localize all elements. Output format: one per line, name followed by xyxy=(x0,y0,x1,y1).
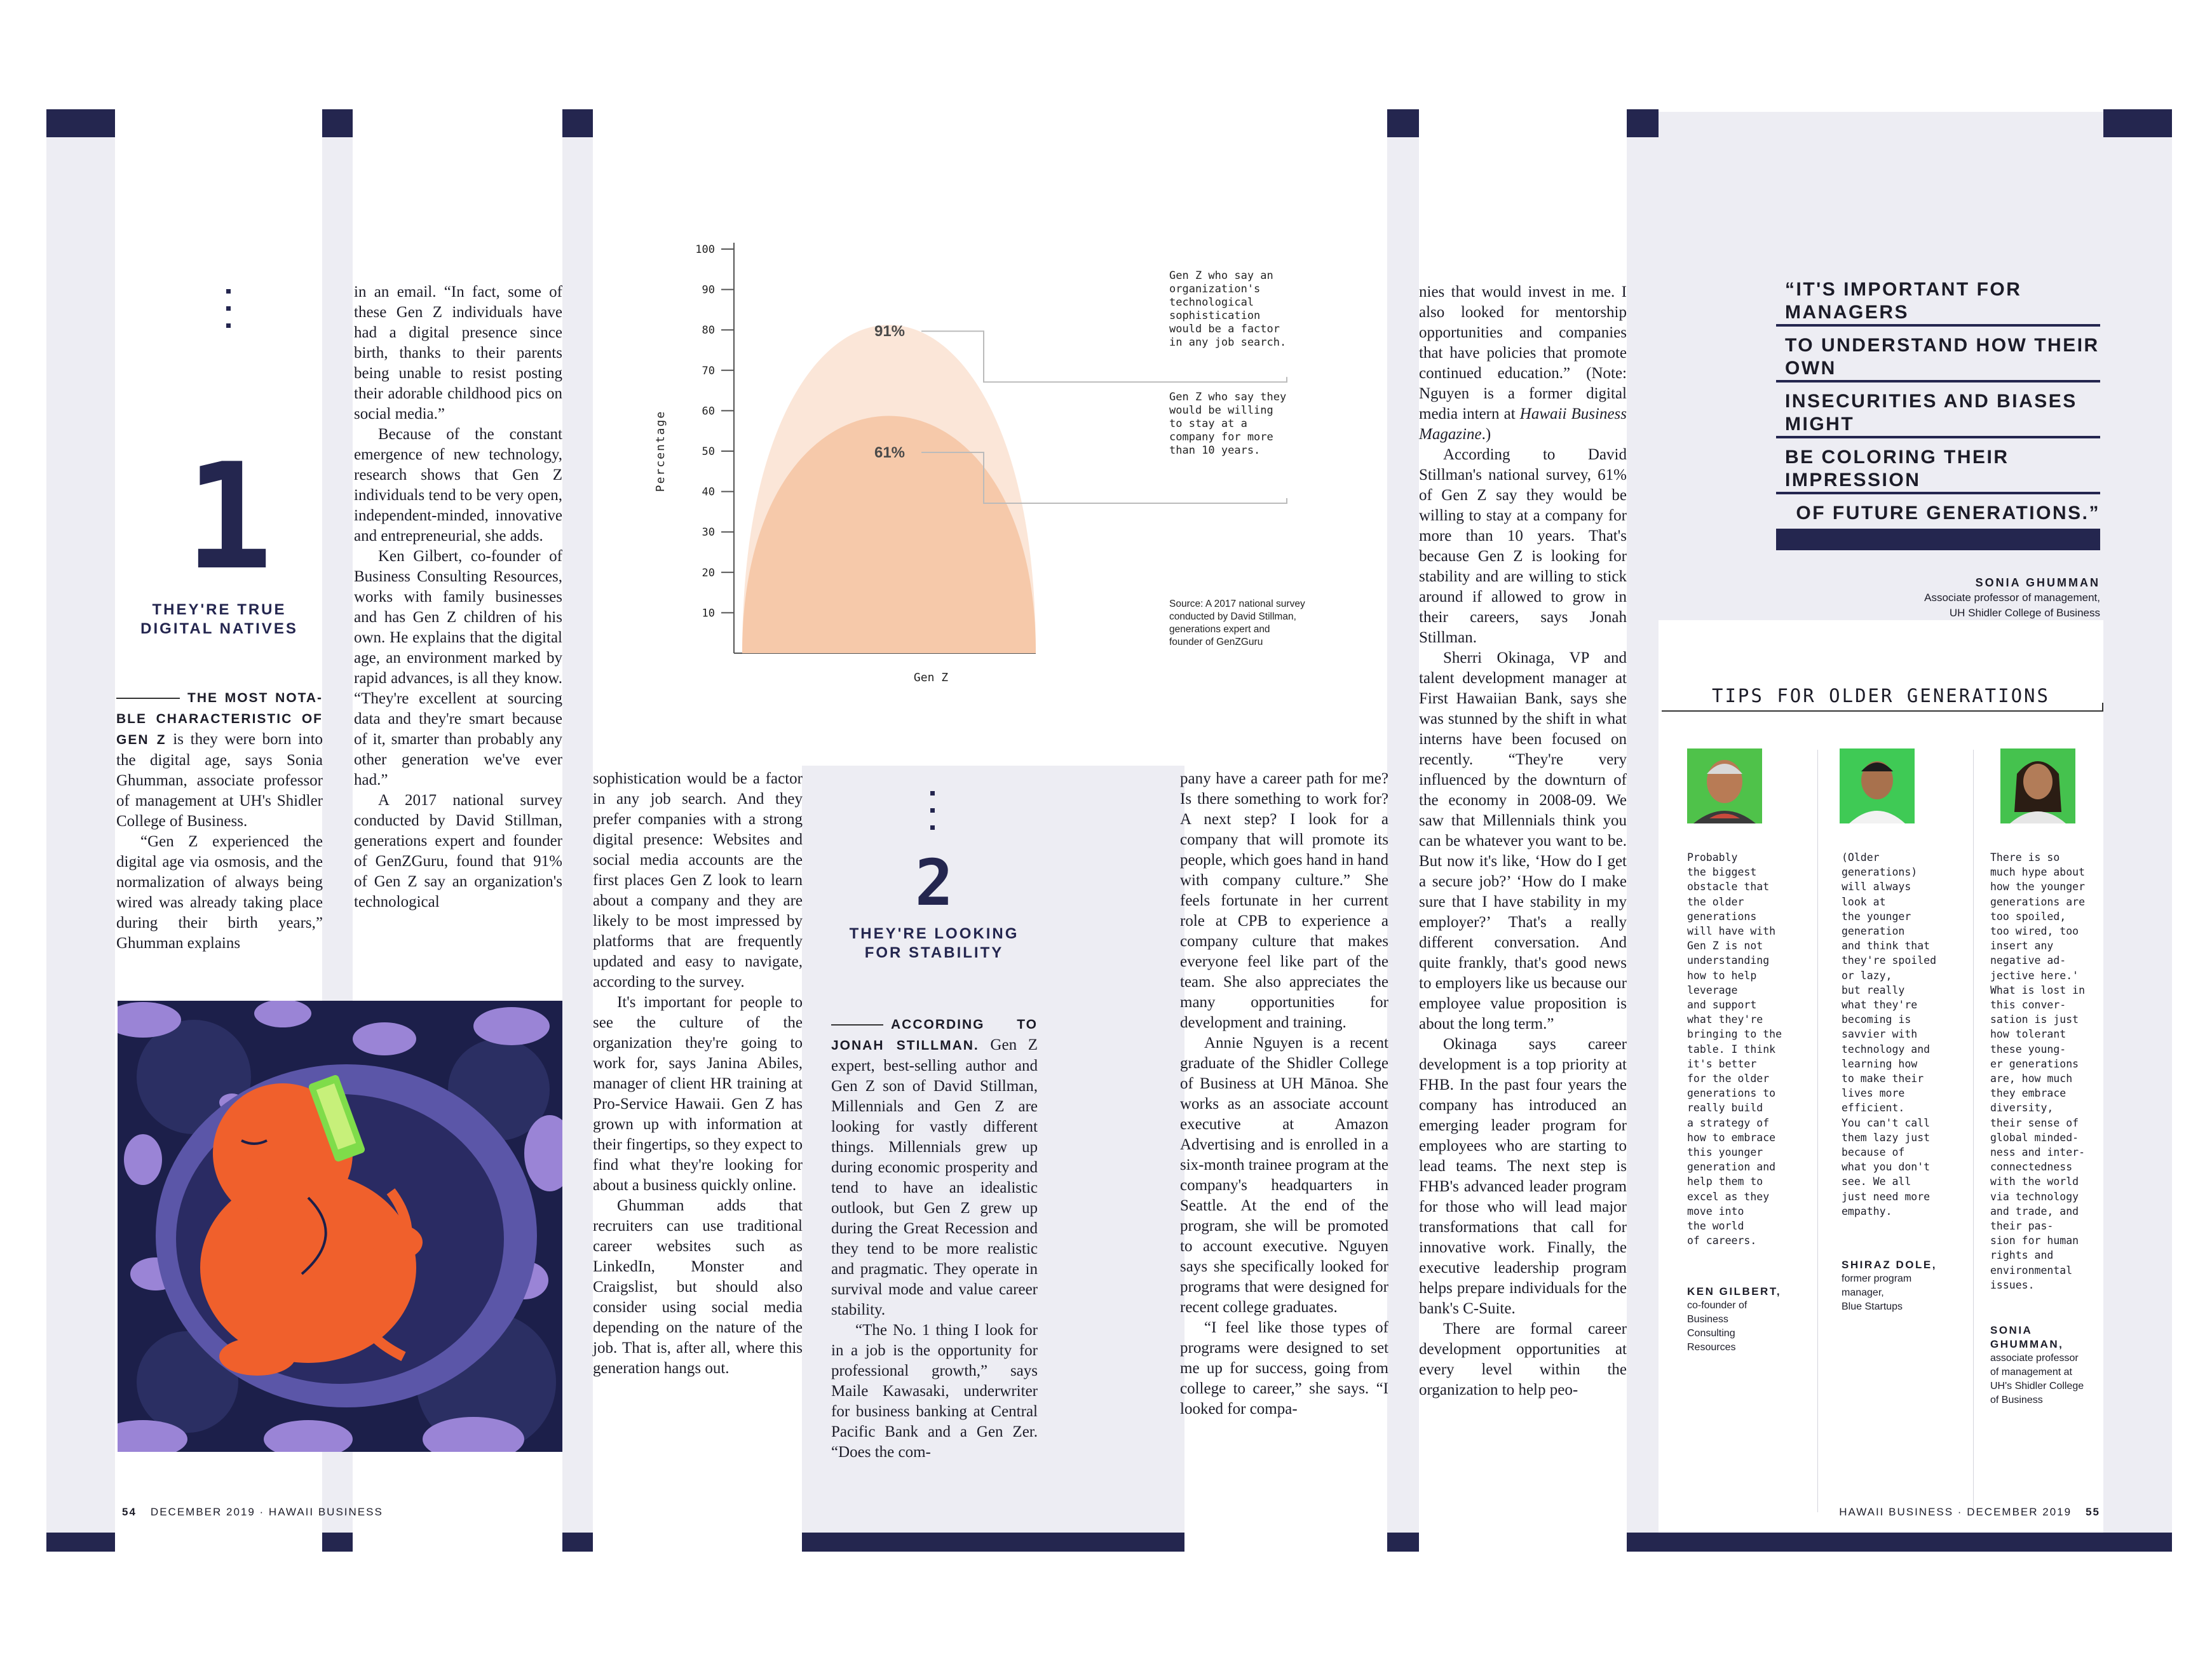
cap-bottom xyxy=(1387,1533,1419,1552)
section-number-2: 2 xyxy=(914,846,954,920)
paragraph: A 2017 national survey conducted by David Stillman, generations expert and founder of GenZGuru, found that 91% of Gen Z say an organization's technological xyxy=(354,792,562,911)
paragraph: pany have a career path for me? Is there something to work for? A next step? I look for a company that will promote its people, which goes hand in hand with company culture.” She feels fortunate in her current role at CPB to experience a company culture that makes everyone feel like part of the team. She also appreciates the many opportunities for development and training. xyxy=(1180,770,1388,1031)
run-in-head: ACCORDING TO JONAH STILLMAN. xyxy=(831,1017,1038,1053)
cap-bottom xyxy=(802,1533,1037,1552)
y-tick-label: 30 xyxy=(702,526,715,539)
folio-text: DECEMBER 2019 · HAWAII BUSINESS xyxy=(150,1506,383,1518)
run-in-head: THE MOST NOTA-BLE CHARACTERISTIC OF GEN Z xyxy=(116,691,323,747)
paragraph: It's important for people to see the culture of the organization they're going to work for, says Janina Abiles, manager of client HR training at Pro-Service Hawaii. Gen Z has grown up with information at their fingertips, so they expect to find what they're looking for about a business quickly online. xyxy=(593,994,803,1194)
y-tick-label: 60 xyxy=(702,405,715,418)
tips-divider xyxy=(1817,750,1818,1512)
column-strip-5 xyxy=(1037,766,1184,1552)
cap-bottom xyxy=(1037,1533,1184,1552)
y-tick-label: 20 xyxy=(702,566,715,579)
cap-top xyxy=(322,109,353,137)
paragraph: Because of the constant emergence of new technology, research shows that Gen Z individuals tend to be very open, independent-minded, innovative and entrepreneurial, she adds. xyxy=(354,426,562,545)
section-heading-2 xyxy=(826,924,1042,963)
data-label: 91% xyxy=(874,323,906,341)
paragraph xyxy=(116,687,323,832)
section-heading-line: THEY'RE TRUE xyxy=(152,601,287,618)
tips-title: TIPS FOR OLDER GENERATIONS xyxy=(1712,685,2050,707)
sonia-ghumman-photo xyxy=(2000,748,2075,823)
paragraph: “The No. 1 thing I look for in a job is the opportunity for professional growth,” says Maile Kawasaki, underwriter for business banking at Central Pacific Bank and a Gen Zer. “Does the com- xyxy=(831,1322,1038,1461)
tip-author-role: former program manager, Blue Startups xyxy=(1842,1273,1912,1312)
paragraph: According to David Stillman's national survey, 61% of Gen Z say they would be willing to stay at a company for more than 10 years. That's because Gen Z is looking for stability and are willing to stick around if allowed to grow in their careers, says Jonah Stillman. xyxy=(1419,446,1627,646)
body-column-4 xyxy=(831,1014,1038,1463)
tip-author-role: associate professor of management at UH's Shidler College of Business xyxy=(1990,1353,2084,1405)
paragraph xyxy=(1419,282,1627,445)
chart-source: Source: A 2017 national survey conducted by David Stillman, generations expert and founder of GenZGuru xyxy=(1169,599,1305,647)
section-heading-line: THEY'RE LOOKING xyxy=(849,925,1019,942)
cap-top xyxy=(1387,109,1419,137)
cap-top xyxy=(562,109,593,137)
paragraph: in an email. “In fact, some of these Gen Z individuals have had a digital presence since birth, thanks to their parents being unable to resist posting their adorable childhood pics on social media.” xyxy=(354,283,562,423)
tip-author-role: co-founder of Business Consulting Resources xyxy=(1687,1300,1747,1353)
tip-author-name: SONIA GHUMMAN, xyxy=(1990,1324,2064,1350)
column-strip-7 xyxy=(1627,112,1659,1552)
y-tick-label: 80 xyxy=(702,324,715,337)
paragraph: There are formal career development opportunities at every level within the organization to help peo- xyxy=(1419,1320,1627,1398)
tips-divider xyxy=(1973,750,1974,1512)
y-tick-label: 50 xyxy=(702,445,715,458)
folio-right xyxy=(1817,1506,2100,1519)
fetus-with-phone-illustration xyxy=(118,1001,562,1452)
attribution-title: Associate professor of management, xyxy=(1924,592,2100,604)
column-strip-3 xyxy=(562,112,593,1552)
ken-gilbert-photo xyxy=(1687,748,1762,823)
tip-quote-sonia-ghumman: There is so much hype about how the younger generations are too spoiled, too wired, too insert any negative ad- jective here.' What is lost in this conver- sation is just how tolerant these young- er generations are, how much they embrace diversity, their sense of global minded- ness and inter- connectedness with the world via technology and trade, and their pas- sion for human rights and environmental issues. xyxy=(1990,851,2086,1291)
cap-top xyxy=(1627,109,1659,137)
section-number-1: 1 xyxy=(184,433,273,602)
paragraph: Sherri Okinaga, VP and talent development manager at First Hawaiian Bank, says she was stunned by the shift in what interns have been focused on recently. “They're very influenced by the downturn of the economy in 2008-09. We saw that Millennials think you can be whatever you want to be. But now it's like, ‘How do I get a secure job?’ ‘How do I make sure that I have stability in my employer?’ That's a really different conversation. And quite frankly, that's good news to employers like us because our employee value proposition is about the long term.” xyxy=(1419,649,1627,1033)
paragraph: “Gen Z experienced the digital age via osmosis, and the normalization of always being wired was already taking place during their birth years,” Ghumman explains xyxy=(116,833,323,952)
section-heading-line: FOR STABILITY xyxy=(864,944,1004,961)
cap-bottom xyxy=(2103,1533,2172,1552)
cap-bottom xyxy=(46,1533,115,1552)
publication-title: Hawaii Business Magazine xyxy=(1419,405,1627,443)
paragraph-text: Gen Z expert, best-selling author and Gen Z son of David Stillman, Millennials and Gen Z are looking for vastly different things. Millennials grew up during economic prosperity and tend to have an idealistic outlook, but Gen Z grew up during the Great Recession and they tend to be more realistic and pragmatic. They operate in survival mode and value career stability. xyxy=(831,1036,1038,1318)
paragraph-text: .) xyxy=(1481,426,1491,443)
cap-bottom xyxy=(1627,1533,2103,1552)
tip-quote-ken-gilbert: Probably the biggest obstacle that the older generations will have with Gen Z is not understanding how to help leverage and support what they're bringing to the table. I think it's better for the older generations to really build a strategy of how to embrace this younger generation and help them to excel as they move into the world of careers. xyxy=(1687,851,1782,1247)
paragraph: sophistication would be a factor in any job search. And they prefer companies with a strong digital presence: Websites and social media accounts are the first places Gen Z look to learn about a company and they are likely to be most impressed by platforms that are frequently updated and easy to navigate, according to the survey. xyxy=(593,770,803,991)
paragraph: Ghumman adds that recruiters can use traditional career websites such as LinkedIn, Monster and Craigslist, but should also consider using social media depending on the nature of the job. That is, after all, where this generation hangs out. xyxy=(593,1197,803,1377)
tips-title-rule xyxy=(1662,710,2103,712)
x-axis-label: Gen Z xyxy=(913,671,949,684)
paragraph: Ken Gilbert, co-founder of Business Consulting Resources, works with family businesses and has Gen Z children of his own. He explains that the digital age, an environment marked by rapid advances, is all they know. “They're excellent at sourcing data and they're smart because of it, smarter than probably any other generation we've ever had.” xyxy=(354,548,562,789)
quote-bar xyxy=(1776,529,2100,550)
cap-bottom xyxy=(322,1533,353,1552)
y-tick-label: 70 xyxy=(702,364,715,377)
section-marker-dots xyxy=(930,791,937,843)
quote-line: BE COLORING THEIR IMPRESSION xyxy=(1776,446,2100,492)
quote-line: TO UNDERSTAND HOW THEIR OWN xyxy=(1776,334,2100,380)
page-number: 54 xyxy=(122,1506,137,1518)
attribution-title: UH Shidler College of Business xyxy=(1949,607,2100,619)
section-marker-dots xyxy=(226,289,233,341)
cap-top xyxy=(2103,109,2172,137)
tip-author-name: SHIRAZ DOLE, xyxy=(1842,1259,1937,1271)
cap-bottom xyxy=(562,1533,593,1552)
quote-line: “IT'S IMPORTANT FOR MANAGERS xyxy=(1776,278,2100,324)
tip-author-shiraz-dole xyxy=(1842,1258,1969,1314)
column-strip-6 xyxy=(1387,112,1419,1552)
quote-line: OF FUTURE GENERATIONS.” xyxy=(1787,502,2100,525)
quote-line: INSECURITIES AND BIASES MIGHT xyxy=(1776,390,2100,436)
tip-author-name: KEN GILBERT, xyxy=(1687,1285,1782,1297)
tip-author-sonia-ghumman xyxy=(1990,1324,2117,1407)
folio-left xyxy=(122,1506,383,1519)
y-tick-label: 100 xyxy=(695,243,715,256)
cap-top xyxy=(46,109,115,137)
section-heading-line: DIGITAL NATIVES xyxy=(140,620,298,637)
y-tick-label: 10 xyxy=(702,607,715,620)
tip-quote-shiraz-dole: (Older generations) will always look at the younger generation and think that they're spoiled or lazy, but really what they're becoming is savvier with technology and learning how to make their lives more efficient. You can't call them lazy just because of what you don't see. We all just need more empathy. xyxy=(1842,851,1937,1217)
body-column-6 xyxy=(1419,282,1627,1400)
paragraph-text: nies that would invest in me. I also looked for mentorship opportunities and companies that have policies that promote continued education.” (Note: Nguyen is a former digital media intern at xyxy=(1419,283,1627,423)
page-number: 55 xyxy=(2086,1506,2100,1518)
series-annotation: Gen Z who say an organization's technological sophistication would be a factor in any job search. xyxy=(1169,269,1287,349)
series-annotation: Gen Z who say they would be willing to stay at a company for more than 10 years. xyxy=(1169,391,1287,457)
paragraph: “I feel like those types of programs were designed to set me up for success, going from college to career,” she says. “I looked for compa- xyxy=(1180,1319,1388,1418)
y-tick-label: 90 xyxy=(702,283,715,297)
body-column-3 xyxy=(593,769,803,1379)
pull-quote xyxy=(1776,273,2100,540)
body-column-2 xyxy=(354,282,562,912)
quote-attribution xyxy=(1779,575,2100,621)
tip-author-ken-gilbert xyxy=(1687,1285,1814,1355)
attribution-name: SONIA GHUMMAN xyxy=(1975,576,2100,589)
gen-z-survey-chart xyxy=(591,229,1392,699)
column-strip-left-edge xyxy=(46,112,115,1552)
paragraph: Okinaga says career development is a top priority at FHB. In the past four years the company has introduced an emerging leader program for employees who are starting to lead teams. The next step is FHB's advanced leader program for those who will lead major transformations that call for innovative work. Finally, the executive leadership program helps prepare individuals for the bank's C-Suite. xyxy=(1419,1036,1627,1317)
folio-text: HAWAII BUSINESS · DECEMBER 2019 xyxy=(1839,1506,2072,1518)
tips-title-rule-tick xyxy=(2102,703,2103,712)
body-column-1 xyxy=(116,687,323,954)
paragraph xyxy=(831,1014,1038,1320)
paragraph-text: is they were born into the digital age, says Sonia Ghumman, associate professor of management at UH's Shidler College of Business. xyxy=(116,731,323,830)
data-label: 61% xyxy=(874,444,906,462)
body-column-5 xyxy=(1180,769,1388,1419)
section-heading-1 xyxy=(127,600,311,639)
shiraz-dole-photo xyxy=(1840,748,1915,823)
y-axis-label: Percentage xyxy=(654,410,667,492)
y-tick-label: 40 xyxy=(702,485,715,499)
paragraph: Annie Nguyen is a recent graduate of the Shidler College of Business at UH Mānoa. She works as an associate account executive at Amazon Advertising and is enrolled in a six-month trainee program at the company's headquarters in Seattle. At the end of the program, she will be promoted to account executive. Nguyen says she specifically looked for programs that were designed for recent college graduates. xyxy=(1180,1034,1388,1316)
